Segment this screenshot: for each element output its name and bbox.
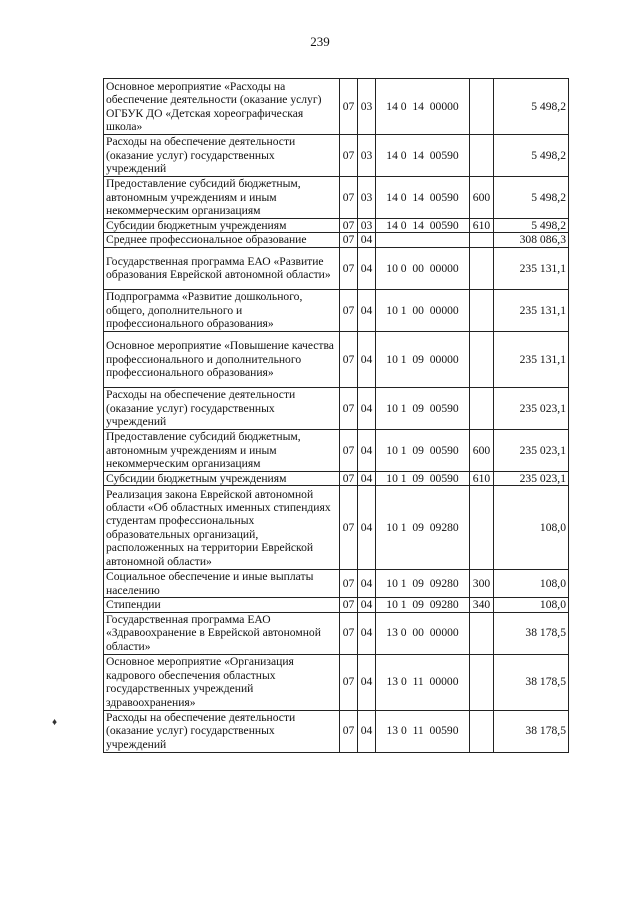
- row-sum: 38 178,5: [494, 654, 569, 710]
- row-pr: 04: [358, 233, 376, 247]
- row-vr: 610: [470, 471, 494, 485]
- row-vr: [470, 486, 494, 570]
- row-rz: 07: [340, 135, 358, 177]
- row-name: Социальное обеспечение и иные выплаты населению: [104, 570, 340, 598]
- row-name: Основное мероприятие «Организация кадрового обеспечения областных государственных учреждений здравоохранения»: [104, 654, 340, 710]
- table-row: [104, 247, 569, 289]
- row-sum: 108,0: [494, 570, 569, 598]
- row-name: Субсидии бюджетным учреждениям: [104, 471, 340, 485]
- row-name: Расходы на обеспечение деятельности (оказание услуг) государственных учреждений: [104, 387, 340, 429]
- row-name: Подпрограмма «Развитие дошкольного, общего, дополнительного и профессионального образования»: [104, 289, 340, 331]
- row-vr: [470, 233, 494, 247]
- row-name: Предоставление субсидий бюджетным, автономным учреждениям и иным некоммерческим организациям: [104, 177, 340, 219]
- row-rz: 07: [340, 387, 358, 429]
- row-pr: 04: [358, 247, 376, 289]
- row-csr: 10 1 09 09280: [376, 570, 470, 598]
- row-vr: [470, 79, 494, 135]
- row-pr: 03: [358, 219, 376, 233]
- row-rz: 07: [340, 289, 358, 331]
- row-pr: 04: [358, 654, 376, 710]
- row-name: Расходы на обеспечение деятельности (оказание услуг) государственных учреждений: [104, 135, 340, 177]
- row-pr: 04: [358, 598, 376, 612]
- table-row: [104, 135, 569, 177]
- row-sum: 5 498,2: [494, 177, 569, 219]
- row-vr: [470, 135, 494, 177]
- table-row: [104, 233, 569, 247]
- row-csr: 10 0 00 00000: [376, 247, 470, 289]
- row-rz: 07: [340, 710, 358, 752]
- row-csr: 13 0 00 00000: [376, 612, 470, 654]
- table-row: [104, 387, 569, 429]
- row-pr: 03: [358, 79, 376, 135]
- row-sum: 235 023,1: [494, 471, 569, 485]
- row-csr: 13 0 11 00000: [376, 654, 470, 710]
- row-rz: 07: [340, 654, 358, 710]
- table-row: [104, 612, 569, 654]
- row-sum: 5 498,2: [494, 135, 569, 177]
- row-name: Государственная программа ЕАО «Развитие образования Еврейской автономной области»: [104, 247, 340, 289]
- row-csr: 13 0 11 00590: [376, 710, 470, 752]
- table-row: [104, 79, 569, 135]
- margin-mark: ♦: [52, 717, 58, 728]
- page-number: 239: [310, 34, 330, 49]
- row-name: Субсидии бюджетным учреждениям: [104, 219, 340, 233]
- table-row: [104, 471, 569, 485]
- row-name: Стипендии: [104, 598, 340, 612]
- row-rz: 07: [340, 429, 358, 471]
- row-vr: [470, 289, 494, 331]
- row-name: Среднее профессиональное образование: [104, 233, 340, 247]
- row-pr: 04: [358, 387, 376, 429]
- row-csr: [376, 233, 470, 247]
- row-sum: 38 178,5: [494, 710, 569, 752]
- table-row: [104, 486, 569, 570]
- row-rz: 07: [340, 570, 358, 598]
- row-vr: 600: [470, 429, 494, 471]
- row-rz: 07: [340, 598, 358, 612]
- row-csr: 10 1 09 09280: [376, 486, 470, 570]
- row-rz: 07: [340, 247, 358, 289]
- row-pr: 04: [358, 429, 376, 471]
- row-sum: 235 131,1: [494, 289, 569, 331]
- row-vr: 610: [470, 219, 494, 233]
- row-vr: [470, 331, 494, 387]
- row-csr: 14 0 14 00590: [376, 177, 470, 219]
- table-row: [104, 710, 569, 752]
- row-rz: 07: [340, 612, 358, 654]
- row-sum: 108,0: [494, 598, 569, 612]
- table-row: [104, 570, 569, 598]
- row-name: Государственная программа ЕАО «Здравоохранение в Еврейской автономной области»: [104, 612, 340, 654]
- table-row: [104, 219, 569, 233]
- row-sum: 38 178,5: [494, 612, 569, 654]
- row-pr: 04: [358, 471, 376, 485]
- table-row: [104, 598, 569, 612]
- row-pr: 03: [358, 135, 376, 177]
- row-vr: 600: [470, 177, 494, 219]
- row-vr: [470, 654, 494, 710]
- row-name: Основное мероприятие «Расходы на обеспечение деятельности (оказание услуг) ОГБУК ДО «Детская хореографическая школа»: [104, 79, 340, 135]
- row-sum: 235 131,1: [494, 247, 569, 289]
- row-sum: 308 086,3: [494, 233, 569, 247]
- table-row: [104, 429, 569, 471]
- row-name: Расходы на обеспечение деятельности (оказание услуг) государственных учреждений: [104, 710, 340, 752]
- row-vr: [470, 612, 494, 654]
- row-sum: 235 131,1: [494, 331, 569, 387]
- row-csr: 14 0 14 00590: [376, 219, 470, 233]
- row-name: Основное мероприятие «Повышение качества профессионального и дополнительного профессионального образования»: [104, 331, 340, 387]
- row-pr: 04: [358, 612, 376, 654]
- row-rz: 07: [340, 471, 358, 485]
- row-vr: 300: [470, 570, 494, 598]
- row-pr: 04: [358, 331, 376, 387]
- table-row: [104, 654, 569, 710]
- row-csr: 14 0 14 00000: [376, 79, 470, 135]
- row-name: Реализация закона Еврейской автономной области «Об областных именных стипендиях студентам профессиональных образовательных организаций, расположенных на территории Еврейской автономной области»: [104, 486, 340, 570]
- row-rz: 07: [340, 177, 358, 219]
- row-vr: [470, 387, 494, 429]
- table-row: [104, 177, 569, 219]
- table-row: [104, 331, 569, 387]
- row-sum: 5 498,2: [494, 219, 569, 233]
- row-pr: 04: [358, 486, 376, 570]
- row-rz: 07: [340, 331, 358, 387]
- row-sum: 235 023,1: [494, 429, 569, 471]
- row-pr: 04: [358, 710, 376, 752]
- row-vr: [470, 710, 494, 752]
- row-rz: 07: [340, 219, 358, 233]
- table-row: [104, 289, 569, 331]
- row-csr: 10 1 09 09280: [376, 598, 470, 612]
- row-csr: 10 1 09 00590: [376, 429, 470, 471]
- row-pr: 04: [358, 570, 376, 598]
- row-pr: 04: [358, 289, 376, 331]
- budget-table: [103, 78, 569, 753]
- row-csr: 10 1 09 00000: [376, 331, 470, 387]
- row-rz: 07: [340, 486, 358, 570]
- row-rz: 07: [340, 79, 358, 135]
- row-vr: 340: [470, 598, 494, 612]
- row-csr: 14 0 14 00590: [376, 135, 470, 177]
- row-pr: 03: [358, 177, 376, 219]
- row-sum: 108,0: [494, 486, 569, 570]
- row-name: Предоставление субсидий бюджетным, автономным учреждениям и иным некоммерческим организациям: [104, 429, 340, 471]
- row-sum: 235 023,1: [494, 387, 569, 429]
- row-sum: 5 498,2: [494, 79, 569, 135]
- row-csr: 10 1 00 00000: [376, 289, 470, 331]
- row-csr: 10 1 09 00590: [376, 387, 470, 429]
- row-csr: 10 1 09 00590: [376, 471, 470, 485]
- row-vr: [470, 247, 494, 289]
- row-rz: 07: [340, 233, 358, 247]
